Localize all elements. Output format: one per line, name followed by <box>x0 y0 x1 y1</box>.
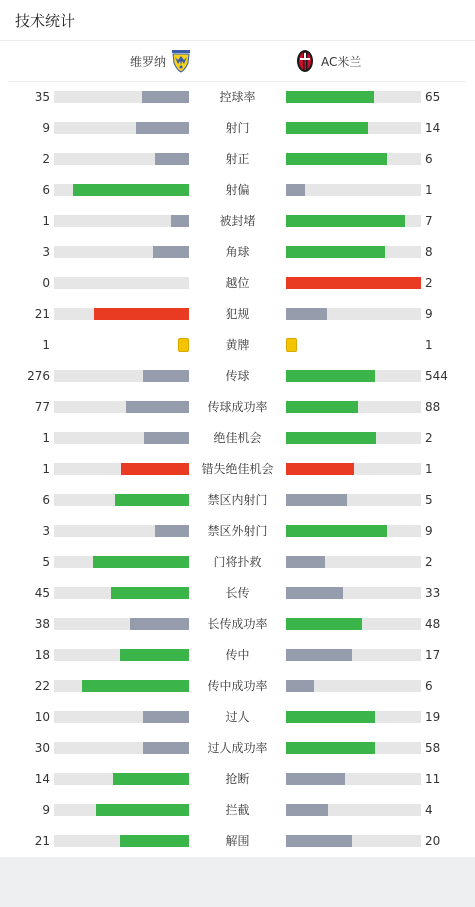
stat-label: 过人成功率 <box>207 741 268 755</box>
away-value: 6 <box>425 152 433 166</box>
home-bar-fill <box>120 649 189 661</box>
stat-row <box>0 516 475 547</box>
away-bar-track <box>286 680 421 692</box>
home-value: 77 <box>34 400 50 414</box>
home-value: 14 <box>34 772 50 786</box>
home-bar-fill <box>136 122 189 134</box>
home-bar-fill <box>155 525 189 537</box>
home-value: 18 <box>34 648 50 662</box>
away-bar-fill <box>286 401 358 413</box>
home-bar-track <box>54 680 189 692</box>
home-bar-fill <box>130 618 189 630</box>
home-value: 10 <box>34 710 50 724</box>
away-bar-track <box>286 556 421 568</box>
home-bar-track <box>54 370 189 382</box>
away-bar-fill <box>286 649 352 661</box>
stat-row <box>0 826 475 857</box>
home-value: 9 <box>42 803 50 817</box>
stat-label: 过人 <box>225 710 250 724</box>
away-bar-fill <box>286 742 375 754</box>
away-value: 9 <box>425 524 433 538</box>
away-bar-track <box>286 804 421 816</box>
home-bar-fill <box>94 308 189 320</box>
away-bar-track <box>286 618 421 630</box>
away-bar-fill <box>286 432 376 444</box>
home-value: 2 <box>42 152 50 166</box>
home-bar-fill <box>111 587 189 599</box>
home-bar-track <box>54 184 189 196</box>
away-bar-track <box>286 246 421 258</box>
yellow-card-icon <box>286 338 297 352</box>
away-bar-fill <box>286 277 421 289</box>
away-bar-fill <box>286 680 314 692</box>
home-bar-fill <box>126 401 189 413</box>
home-bar-track <box>54 494 189 506</box>
stat-row <box>0 671 475 702</box>
stat-row <box>0 547 475 578</box>
away-value: 9 <box>425 307 433 321</box>
stat-row <box>0 733 475 764</box>
home-bar-track <box>54 742 189 754</box>
away-value: 4 <box>425 803 433 817</box>
away-bar-fill <box>286 494 347 506</box>
home-bar-track <box>54 153 189 165</box>
home-bar-fill <box>142 91 189 103</box>
away-bar-track <box>286 153 421 165</box>
stat-label: 抢断 <box>225 772 250 786</box>
away-value: 544 <box>425 369 448 383</box>
stat-label: 射正 <box>225 152 250 166</box>
away-value: 1 <box>425 338 433 352</box>
away-value: 2 <box>425 431 433 445</box>
home-bar-track <box>54 649 189 661</box>
home-bar-fill <box>115 494 189 506</box>
away-value: 5 <box>425 493 433 507</box>
home-value: 22 <box>34 679 50 693</box>
away-value: 6 <box>425 679 433 693</box>
away-value: 1 <box>425 462 433 476</box>
home-value: 21 <box>34 307 50 321</box>
away-bar-fill <box>286 215 405 227</box>
away-value: 7 <box>425 214 433 228</box>
home-value: 6 <box>42 183 50 197</box>
stat-row <box>0 702 475 733</box>
stat-label: 禁区外射门 <box>207 524 268 538</box>
home-bar-track <box>54 556 189 568</box>
away-bar-fill <box>286 308 327 320</box>
home-team[interactable] <box>130 41 191 81</box>
home-bar-track <box>54 804 189 816</box>
stat-label: 长传成功率 <box>207 617 268 631</box>
home-bar-track <box>54 525 189 537</box>
away-bar-track <box>286 122 421 134</box>
stat-row <box>0 113 475 144</box>
stat-label: 门将扑救 <box>213 555 262 569</box>
away-bar-fill <box>286 184 305 196</box>
away-bar-fill <box>286 463 354 475</box>
stat-row <box>0 578 475 609</box>
home-value: 6 <box>42 493 50 507</box>
home-bar-track <box>54 835 189 847</box>
stat-row <box>0 423 475 454</box>
stat-row <box>0 795 475 826</box>
page-title: 技术统计 <box>15 12 76 30</box>
away-bar-fill <box>286 122 368 134</box>
home-bar-fill <box>82 680 189 692</box>
stat-row <box>0 609 475 640</box>
stat-label: 禁区内射门 <box>207 493 268 507</box>
home-value: 3 <box>42 245 50 259</box>
stat-label: 错失绝佳机会 <box>201 462 274 476</box>
away-bar-track <box>286 587 421 599</box>
home-value: 5 <box>42 555 50 569</box>
home-value: 9 <box>42 121 50 135</box>
home-bar-track <box>54 618 189 630</box>
away-bar-fill <box>286 370 375 382</box>
away-bar-track <box>286 215 421 227</box>
away-bar-track <box>286 184 421 196</box>
stat-row <box>0 206 475 237</box>
away-team-name: AC米兰 <box>321 54 362 69</box>
away-bar-track <box>286 494 421 506</box>
stat-label: 射门 <box>225 121 250 135</box>
ac-milan-crest-icon <box>295 49 315 73</box>
stat-label: 控球率 <box>219 90 256 104</box>
home-value: 21 <box>34 834 50 848</box>
stat-label: 传中成功率 <box>207 679 268 693</box>
home-bar-fill <box>143 711 189 723</box>
away-bar-track <box>286 463 421 475</box>
home-bar-fill <box>96 804 189 816</box>
home-value: 45 <box>34 586 50 600</box>
away-bar-fill <box>286 711 375 723</box>
away-bar-fill <box>286 618 362 630</box>
away-bar-track <box>286 370 421 382</box>
away-bar-track <box>286 91 421 103</box>
away-bar-track <box>286 742 421 754</box>
away-value: 2 <box>425 276 433 290</box>
away-value: 65 <box>425 90 441 104</box>
away-bar-track <box>286 711 421 723</box>
away-bar-fill <box>286 556 325 568</box>
stat-label: 长传 <box>225 586 250 600</box>
away-bar-track <box>286 525 421 537</box>
home-bar-fill <box>143 742 189 754</box>
stat-row <box>0 640 475 671</box>
stat-label: 角球 <box>225 245 250 259</box>
yellow-card-icon <box>178 338 189 352</box>
away-value: 33 <box>425 586 441 600</box>
home-bar-track <box>54 246 189 258</box>
verona-crest-icon <box>171 49 191 73</box>
home-bar-track <box>54 401 189 413</box>
away-value: 88 <box>425 400 441 414</box>
home-bar-fill <box>73 184 189 196</box>
away-value: 20 <box>425 834 441 848</box>
away-bar-fill <box>286 804 328 816</box>
stat-row <box>0 82 475 113</box>
home-bar-track <box>54 91 189 103</box>
stat-label: 黄牌 <box>225 338 250 352</box>
stat-label: 传中 <box>225 648 250 662</box>
home-bar-fill <box>153 246 189 258</box>
home-bar-track <box>54 122 189 134</box>
home-value: 38 <box>34 617 50 631</box>
home-bar-fill <box>171 215 189 227</box>
stat-label: 传球 <box>225 369 250 383</box>
home-bar-track <box>54 432 189 444</box>
away-bar-track <box>286 649 421 661</box>
home-bar-fill <box>143 370 189 382</box>
home-value: 1 <box>42 338 50 352</box>
home-value: 1 <box>42 431 50 445</box>
stat-row <box>0 485 475 516</box>
away-bar-track <box>286 401 421 413</box>
away-bar-fill <box>286 773 345 785</box>
home-value: 3 <box>42 524 50 538</box>
stat-row <box>0 764 475 795</box>
team-header <box>8 41 466 82</box>
stat-label: 绝佳机会 <box>213 431 262 445</box>
stat-label: 拦截 <box>225 803 250 817</box>
away-value: 19 <box>425 710 441 724</box>
home-bar-track <box>54 711 189 723</box>
home-bar-fill <box>121 463 189 475</box>
stat-row <box>0 454 475 485</box>
stat-row <box>0 268 475 299</box>
home-value: 0 <box>42 276 50 290</box>
stat-row <box>0 330 475 361</box>
away-bar-fill <box>286 835 352 847</box>
away-team[interactable] <box>295 41 361 81</box>
stat-row <box>0 175 475 206</box>
home-bar-track <box>54 773 189 785</box>
away-value: 1 <box>425 183 433 197</box>
away-bar-track <box>286 835 421 847</box>
stat-row <box>0 299 475 330</box>
away-value: 58 <box>425 741 441 755</box>
home-value: 1 <box>42 462 50 476</box>
home-bar-track <box>54 587 189 599</box>
away-bar-track <box>286 773 421 785</box>
home-value: 35 <box>34 90 50 104</box>
away-bar-fill <box>286 525 387 537</box>
away-bar-track <box>286 432 421 444</box>
home-bar-track <box>54 215 189 227</box>
away-bar-fill <box>286 91 374 103</box>
home-value: 1 <box>42 214 50 228</box>
stat-label: 越位 <box>225 276 250 290</box>
home-bar-track <box>54 308 189 320</box>
away-bar-track <box>286 308 421 320</box>
away-value: 17 <box>425 648 441 662</box>
home-bar-fill <box>155 153 189 165</box>
home-value: 276 <box>27 369 50 383</box>
away-value: 48 <box>425 617 441 631</box>
home-bar-fill <box>144 432 189 444</box>
stat-row <box>0 237 475 268</box>
away-value: 11 <box>425 772 441 786</box>
stat-row <box>0 392 475 423</box>
stat-row <box>0 361 475 392</box>
home-bar-fill <box>93 556 189 568</box>
stat-label: 犯规 <box>225 307 250 321</box>
away-bar-track <box>286 277 421 289</box>
stat-row <box>0 144 475 175</box>
home-bar-fill <box>120 835 189 847</box>
stat-label: 被封堵 <box>219 214 256 228</box>
away-value: 2 <box>425 555 433 569</box>
home-bar-track <box>54 463 189 475</box>
away-value: 14 <box>425 121 441 135</box>
away-bar-fill <box>286 153 387 165</box>
stat-label: 传球成功率 <box>207 400 268 414</box>
home-bar-fill <box>113 773 189 785</box>
home-team-name: 维罗纳 <box>129 54 166 69</box>
stat-label: 射偏 <box>225 183 250 197</box>
away-value: 8 <box>425 245 433 259</box>
away-bar-fill <box>286 587 343 599</box>
away-bar-fill <box>286 246 385 258</box>
home-value: 30 <box>34 741 50 755</box>
title-bar <box>0 0 475 41</box>
stat-label: 解围 <box>225 834 250 848</box>
home-bar-track <box>54 277 189 289</box>
